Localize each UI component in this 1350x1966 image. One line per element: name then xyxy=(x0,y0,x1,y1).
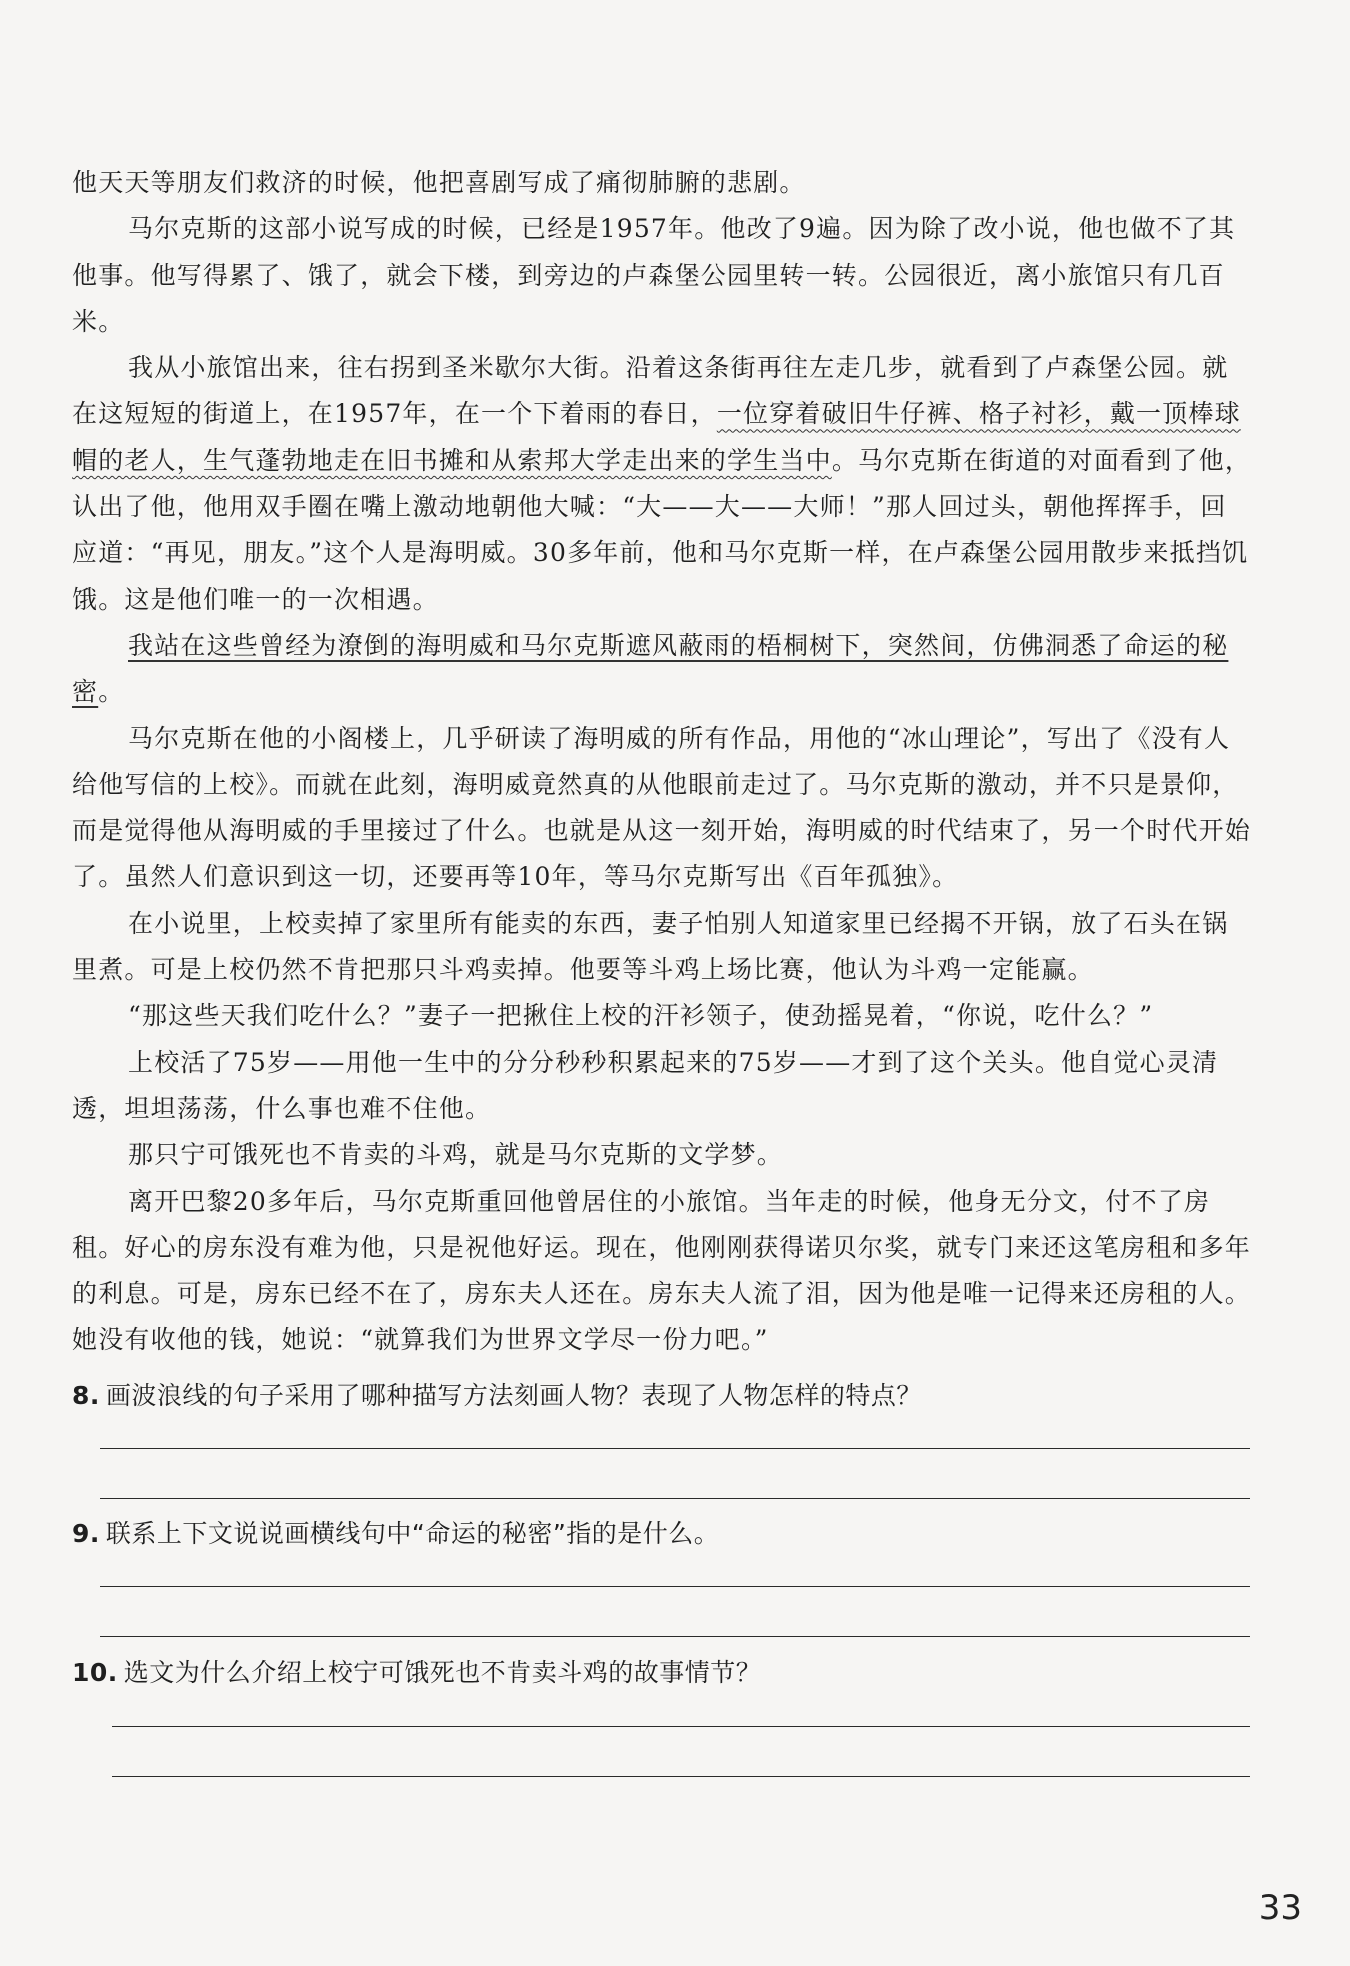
page-number: 33 xyxy=(1258,1888,1302,1928)
paragraph-1: 他天天等朋友们救济的时候，他把喜剧写成了痛彻肺腑的悲剧。 xyxy=(72,168,806,197)
paragraph-4-end: 。 xyxy=(98,677,125,707)
question-10-text: 选文为什么介绍上校宁可饿死也不肯卖斗鸡的故事情节？ xyxy=(123,1658,762,1687)
question-9-text: 联系上下文说说画横线句中“命运的秘密”指的是什么。 xyxy=(105,1519,720,1548)
reading-passage xyxy=(72,160,1252,1364)
wavy-underlined-sentence: 一位穿着破旧牛仔裤、格子衬衫，戴一顶棒球帽的老人，生气蓬勃地走在旧书摊和从索邦大学走出来的学生当中 xyxy=(72,399,1241,475)
question-10 xyxy=(72,1653,1272,1689)
paragraph-8: 上校活了75岁——用他一生中的分分秒秒积累起来的75岁——才到了这个关头。他自觉心灵清透，坦坦荡荡，什么事也难不住他。 xyxy=(72,1047,1219,1123)
answer-line-9-1[interactable] xyxy=(100,1586,1250,1587)
paragraph-9: 那只宁可饿死也不肯卖的斗鸡，就是马尔克斯的文学梦。 xyxy=(128,1140,784,1170)
paragraph-5: 马尔克斯在他的小阁楼上，几乎研读了海明威的所有作品，用他的“冰山理论”，写出了《没有人给他写信的上校》。而就在此刻，海明威竟然真的从他眼前走过了。马尔克斯的激动，并不只是景仰，而是觉得他从海明威的手里接过了什么。也就是从这一刻开始，海明威的时代结束了，另一个时代开始了。虽然人们意识到这一切，还要再等10年，等马尔克斯写出《百年孤独》。 xyxy=(72,723,1252,892)
paragraph-7: “那这些天我们吃什么？”妻子一把揪住上校的汗衫领子，使劲摇晃着，“你说，吃什么？” xyxy=(128,1001,1154,1031)
question-8 xyxy=(72,1376,1272,1412)
question-9 xyxy=(72,1514,1272,1550)
question-9-number: 9. xyxy=(72,1519,100,1548)
paragraph-3-start: 我从小旅馆出来，往右拐到圣米歇尔大街。沿着这条街再往左走几步，就看到了卢森堡公园。就在这短短的街道上，在1957年，在一个下着雨的春日， xyxy=(72,353,1229,429)
paragraph-3-end: 。马尔克斯在街道的对面看到了他，认出了他，他用双手圈在嘴上激动地朝他大喊：“大——大——大师！”那人回过头，朝他挥挥手，回应道：“再见，朋友。”这个人是海明威。30多年前，他和马尔克斯一样，在卢森堡公园用散步来抵挡饥饿。这是他们唯一的一次相遇。 xyxy=(72,445,1252,614)
answer-line-10-1[interactable] xyxy=(112,1726,1250,1727)
answer-line-8-2[interactable] xyxy=(100,1498,1250,1499)
answer-line-9-2[interactable] xyxy=(100,1636,1250,1637)
paragraph-4 xyxy=(72,623,1252,716)
question-8-text: 画波浪线的句子采用了哪种描写方法刻画人物？表现了人物怎样的特点？ xyxy=(105,1381,922,1410)
underlined-sentence: 我站在这些曾经为潦倒的海明威和马尔克斯遮风蔽雨的梧桐树下，突然间，仿佛洞悉了命运的秘密 xyxy=(72,630,1229,707)
answer-line-8-1[interactable] xyxy=(100,1448,1250,1449)
question-8-number: 8. xyxy=(72,1381,100,1410)
answer-line-10-2[interactable] xyxy=(112,1776,1250,1777)
paragraph-3 xyxy=(72,345,1252,623)
paragraph-10: 离开巴黎20多年后，马尔克斯重回他曾居住的小旅馆。当年走的时候，他身无分文，付不了房租。好心的房东没有难为他，只是祝他好运。现在，他刚刚获得诺贝尔奖，就专门来还这笔房租和多年的利息。可是，房东已经不在了，房东夫人还在。房东夫人流了泪，因为他是唯一记得来还房租的人。她没有收他的钱，她说：“就算我们为世界文学尽一份力吧。” xyxy=(72,1186,1252,1355)
paragraph-2: 马尔克斯的这部小说写成的时候，已经是1957年。他改了9遍。因为除了改小说，他也做不了其他事。他写得累了、饿了，就会下楼，到旁边的卢森堡公园里转一转。公园很近，离小旅馆只有几百米。 xyxy=(72,214,1236,336)
paragraph-6: 在小说里，上校卖掉了家里所有能卖的东西，妻子怕别人知道家里已经揭不开锅，放了石头在锅里煮。可是上校仍然不肯把那只斗鸡卖掉。他要等斗鸡上场比赛，他认为斗鸡一定能赢。 xyxy=(72,908,1229,985)
question-10-number: 10. xyxy=(72,1658,118,1687)
